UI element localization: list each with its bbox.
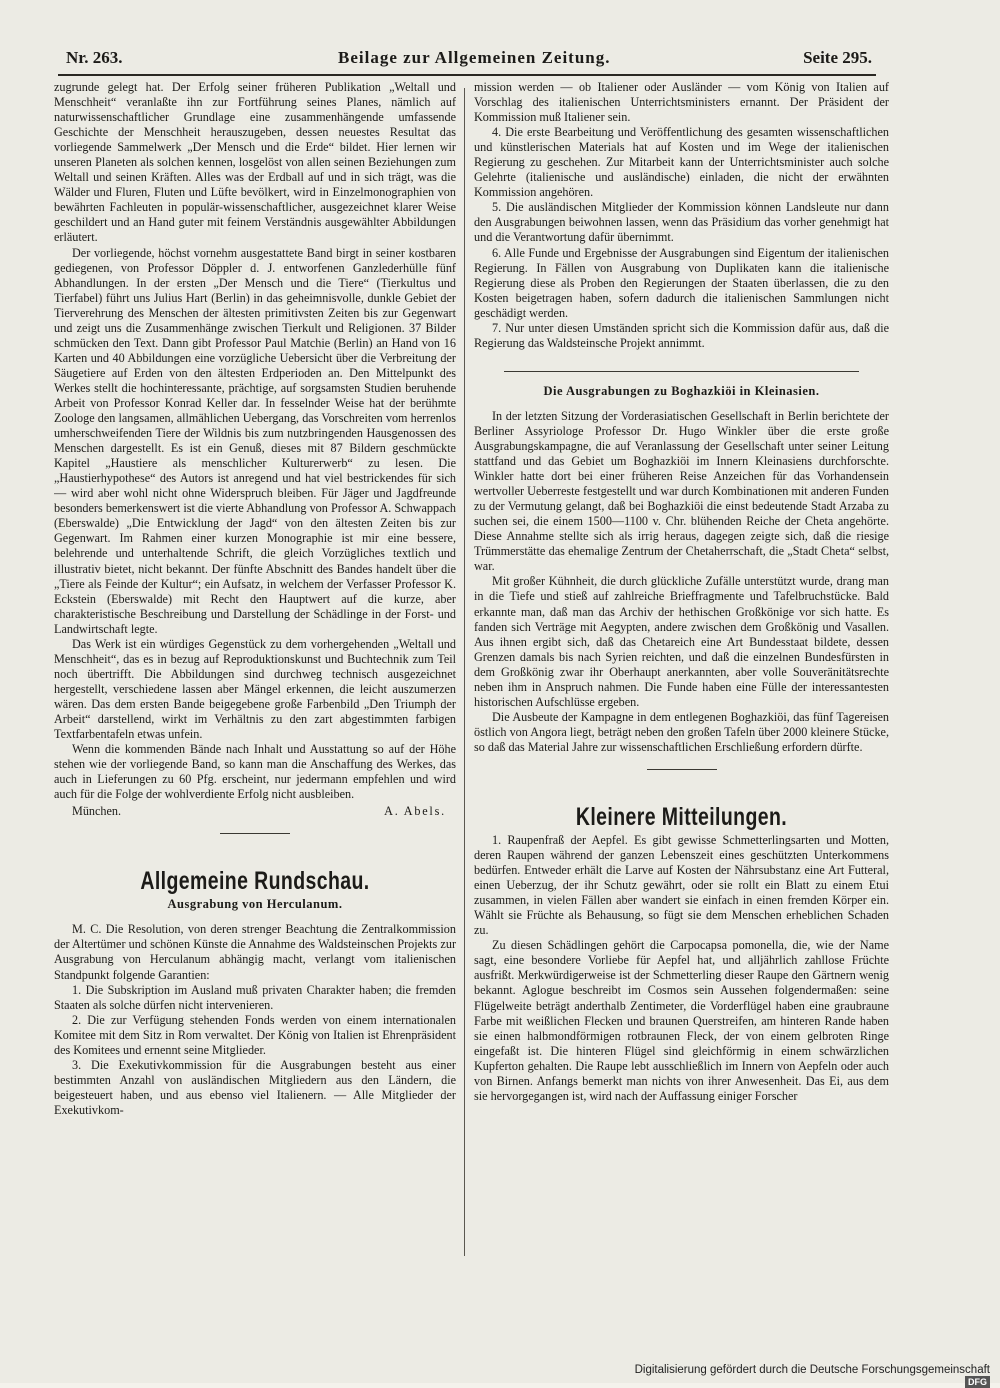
paragraph: 3. Die Exekutivkommission für die Ausgrabungen besteht aus einer bestimmten Anzahl von ausländischen Mitgliedern aus den Ländern, die beigesteuert haben, und aus ebenso viel Italienern. — Alle Mitglieder der Exekutivkom- xyxy=(54,1057,456,1117)
signature-author: A. Abels. xyxy=(384,804,446,819)
right-column xyxy=(474,80,889,1265)
paragraph: Mit großer Kühnheit, die durch glückliche Zufälle unterstützt wurde, drang man in die Tiefe und stieß auf zahlreiche Brieffragmente und Tafelbruchstücke. Bald erkannte man, daß man das Archiv der hethischen Großkönige vor sich hatte. Es fanden sich Verträge mit Aegypten, andere zwischen dem Großkönig und Vasallen. Aus ihnen ergibt sich, daß das Chetareich eine Art Bundesstaat bildete, dessen Grenzen damals bis nach Syrien reichten, und daß die einzelnen Bundesfürsten in dem Großkönig zwar ihr Oberhaupt anerkannten, aber volle Souveränitätsrechte neben ihm in Anspruch nahmen. Die Funde haben eine Fülle der interessantesten historischen Aufschlüsse ergeben. xyxy=(474,574,889,709)
paragraph: Wenn die kommenden Bände nach Inhalt und Ausstattung so auf der Höhe stehen wie der vorliegende Band, so kann man die Anschaffung des Werkes, das auch in Lieferungen zu 60 Pfg. erscheint, nur jedermann empfehlen und wird auch für die Folge der wohlverdiente Erfolg nicht ausbleiben. xyxy=(54,742,456,802)
paragraph: 4. Die erste Bearbeitung und Veröffentlichung des gesamten wissenschaftlichen und künstlerischen Materials hat auf Kosten und im Wege der italienischen Regierung zu geschehen. Zur Mitarbeit kann der Unterrichtsminister auch solche Gelehrte (italienische und ausländische) einladen, die nicht der erwähnten Kommission angehören. xyxy=(474,125,889,200)
paragraph: Der vorliegende, höchst vornehm ausgestattete Band birgt in seiner kostbaren gediegenen, von Professor Döppler d. J. entworfenen Ganzlederhülle fünf Abhandlungen. In der ersten „Der Mensch und die Tiere“ (Tierkultus und Tierfabel) führt uns Julius Hart (Berlin) in das geheimnisvolle, dunkle Gebiet der Tierverehrung des Menschen der ältesten primitivsten Zeiten bis zur Gegenwart und zeigt uns die Zusammenhänge zwischen Tierkult und Religionen. 37 Bilder schmücken den Text. Dann gibt Professor Paul Matchie (Berlin) an Hand von 16 Karten und 40 Abbildungen eine vorzügliche Uebersicht über die Verbreitung der Säugetiere auf Erden von den ältesten Erdperioden an. Den Mittelpunkt des Werkes stellt die hochinteressante, prächtige, auf sorgsamsten Studien beruhende Arbeit von Professor Konrad Keller dar. In fesselnder Weise hat der berühmte Zoologe den langsamen, allmählichen Uebergang, das Vorschreiten vom herrenlos umherschweifenden Tiere der Wildnis bis zum nutzbringenden Hausgenossen des Menschen dargestellt. Es ist ein Genuß, dieses mit 87 Bildern geschmückte Kapitel „Haustiere als menschlicher Kulturerwerb“ zu lesen. Die „Haustierhypothese“ des Autors ist anregend und hat viel bestrickendes für sich — wird aber wohl nicht ohne Widerspruch bleiben. Für Jäger und Jagdfreunde besonders bemerkenswert ist die vierte Abhandlung von Professor A. Schwappach (Eberswalde) „Die Entwicklung der Jagd“ von den ältesten Zeiten bis zur Gegenwart. Im Rahmen einer kurzen Monographie ist mir eine bessere, belehrende und unterhaltende Schrift, die gleich Vorzügliches textlich und illustrativ bietet, nicht bekannt. Der fünfte Abschnitt des Bandes handelt über die „Tiere als Feinde der Kultur“; ein Aufsatz, in welchem der Verfasser Professor K. Eckstein (Eberswalde) mit Recht den Hauptwert auf die kurze, aber charakteristische Beschreibung und Darstellung der Schädlinge in der Forst- und Landwirtschaft legte. xyxy=(54,245,456,636)
paragraph: Die Ausbeute der Kampagne in dem entlegenen Boghazkiöi, das fünf Tagereisen östlich von Angora liegt, beträgt neben den großen Tafeln über 2000 kleinere Stücke, so daß das Material Jahre zur wissenschaftlichen Erschließung erfordern dürfte. xyxy=(474,709,889,754)
paragraph: In der letzten Sitzung der Vorderasiatischen Gesellschaft in Berlin berichtete der Berliner Assyriologe Professor Dr. Hugo Winkler über die erste große Ausgrabungskampagne, die auf Veranlassung der Gesellschaft unter seiner Leitung stattfand und das Gebiet um Boghazkiöi im Innern Kleinasiens durchforschte. Winkler hatte dort bei einer früheren Reise Anzeichen für das Vorhandensein wertvoller Ueberreste festgestellt und war durch Kombinationen mit anderen Funden zu der Vermutung gelangt, daß bei Boghazkiöi die einst bedeutende Stadt Arzaba zu suchen sei, die einem 1500—1100 v. Chr. blühenden Reiche der Cheta angehörte. Diese Annahme stellte sich als irrig heraus, dagegen zeigte sich, daß die riesige Trümmerstätte das ehemalige Zentrum der Chetaherrschaft, die „Stadt Cheta“ selbst, war. xyxy=(474,408,889,574)
paragraph: Zu diesen Schädlingen gehört die Carpocapsa pomonella, die, wie der Name sagt, eine besondere Vorliebe für Aepfel hat, und alljährlich zahllose Früchte ausfrißt. Merkwürdigerweise ist der Schmetterling dieser Raupe den Gärtnern wenig bekannt. Aglogue beschreibt im Cosmos sein Aussehen folgendermaßen: seine Flügelweite beträgt anderthalb Zentimeter, die Vorderflügel haben eine graubraune Farbe mit weißlichen Flecken und braunen Querstreifen, am hinteren Rande haben sie einen halbmondförmigen rotbraunen Fleck, der von einem gelbroten Ringe eingefaßt ist. Die hinteren Flügel sind gleichförmig in einem schwärzlichen Kupferton gehalten. Die Raupe lebt ausschließlich im Innern von Aepfeln oder auch von Birnen. Anfangs bemerkt man nichts von ihrer Anwesenheit. Das Ei, aus dem sie hervorgegangen ist, wird nach der Auffassung einiger Forscher xyxy=(474,938,889,1103)
paragraph: Das Werk ist ein würdiges Gegenstück zu dem vorhergehenden „Weltall und Menschheit“, das es in bezug auf Reproduktionskunst und Buchtechnik zum Teil noch übertrifft. Die Abbildungen sind durchweg technisch ausgezeichnet hergestellt, verschiedene lassen aber Mängel erkennen, die leicht auszumerzen wären. Das dem ersten Bande beigegebene große Farbenbild „Den Triumph der Arbeit“ darstellend, wirkt im Verhältnis zu den zart abgestimmten farbigen Textfarbentafeln etwas unfein. xyxy=(54,636,456,742)
divider xyxy=(220,833,290,834)
column-divider xyxy=(464,88,465,1256)
paragraph: 7. Nur unter diesen Umständen spricht sich die Kommission dafür aus, daß die Regierung das Waldsteinsche Projekt annimmt. xyxy=(474,320,889,350)
left-column xyxy=(54,80,456,1265)
signature-line xyxy=(54,802,456,819)
divider xyxy=(504,371,859,372)
divider xyxy=(647,769,717,770)
dfg-logo: DFG xyxy=(965,1376,990,1388)
digitization-credit xyxy=(610,1364,990,1387)
article-heading: Ausgrabung von Herculanum. xyxy=(167,897,343,912)
article-heading: Die Ausgrabungen zu Boghazkiöi in Kleinasien. xyxy=(543,383,820,398)
paragraph: 2. Die zur Verfügung stehenden Fonds werden von einem internationalen Komitee mit dem Sitz in Rom verwaltet. Der König von Italien ist Ehrenpräsident des Komitees und ernennt seine Mitglieder. xyxy=(54,1012,456,1057)
signature-place: München. xyxy=(72,804,122,819)
page-header xyxy=(58,44,876,76)
paragraph: M. C. Die Resolution, von deren strenger Beachtung die Zentralkommission der Altertümer und schönen Künste die Annahme des Waldsteinschen Projekts zur Ausgrabung von Herculanum abhängig macht, verlangt vom italienischen Standpunkt folgende Garantien: xyxy=(54,922,456,982)
page-number: Seite 295. xyxy=(803,48,872,67)
supplement-title: Beilage zur Allgemeinen Zeitung. xyxy=(338,48,611,67)
section-heading: Allgemeine Rundschau. xyxy=(140,867,370,896)
paragraph: zugrunde gelegt hat. Der Erfolg seiner früheren Publikation „Weltall und Menschheit“ veranlaßte ihn zur Fortführung seines Planes, nämlich auf naturwissenschaftlicher Grundlage eine zusammenhängende umfassende Geschichte der Menschheit herauszugeben, dessen neuestes Resultat das vorliegende Sammelwerk „Der Mensch und die Erde“ bildet. Hier lernen wir unseren Planeten als solchen kennen, losgelöst von allen seinen Beziehungen zum Weltall und seinen Kräften. Alles was der Erdball auf und in sich trägt, was die Wälder und Fluren, Fluten und Lüfte bevölkert, wird in Einzelmonographien von bewährten Fachleuten in populär-wissenschaftlicher, ausgezeichnet klarer Weise geschildert und an Hand guter mit feinem Verständnis ausgewählter Abbildungen erläutert. xyxy=(54,80,456,245)
paragraph: 1. Raupenfraß der Aepfel. Es gibt gewisse Schmetterlingsarten und Motten, deren Raupen während der ganzen Lebenszeit eines geschützten Unterkommens bedürfen. Entweder erhält die Larve auf Kosten der Nährsubstanz eine Art Futteral, einen Ueberzug, der ihr Schutz gewährt, oder sie rollt ein Blatt zu einem Etui zusammen, in vielen Fällen aber wandert sie einfach in einen fremden Körper ein. Wählt sie Früchte als Behausung, so fügt sie dem Menschen erheblichen Schaden zu. xyxy=(474,833,889,938)
paragraph: 5. Die ausländischen Mitglieder der Kommission können Landsleute nur dann den Ausgrabungen beiwohnen lassen, wenn das Präsidium das vorher genehmigt hat und die Verantwortung dafür übernimmt. xyxy=(474,200,889,245)
paragraph: mission werden — ob Italiener oder Ausländer — vom König von Italien auf Vorschlag des italienischen Unterrichtsministers ernannt. Der Präsident der Kommission muß Italiener sein. xyxy=(474,80,889,125)
section-heading: Kleinere Mitteilungen. xyxy=(575,802,788,831)
issue-number: Nr. 263. xyxy=(66,48,123,67)
paragraph: 6. Alle Funde und Ergebnisse der Ausgrabungen sind Eigentum der italienischen Regierung. In Fällen von Ausgrabung von Duplikaten kann die italienische Regierung diese als Proben den Regierungen der Staaten überlassen, die zu den Kosten beigetragen haben, sofern dadurch die italienischen Sammlungen nicht geschädigt werden. xyxy=(474,245,889,320)
credit-text: Digitalisierung gefördert durch die Deutsche Forschungsgemeinschaft xyxy=(634,1364,990,1376)
paragraph: 1. Die Subskription im Ausland muß privaten Charakter haben; die fremden Staaten als solche dürfen nicht intervenieren. xyxy=(54,982,456,1012)
